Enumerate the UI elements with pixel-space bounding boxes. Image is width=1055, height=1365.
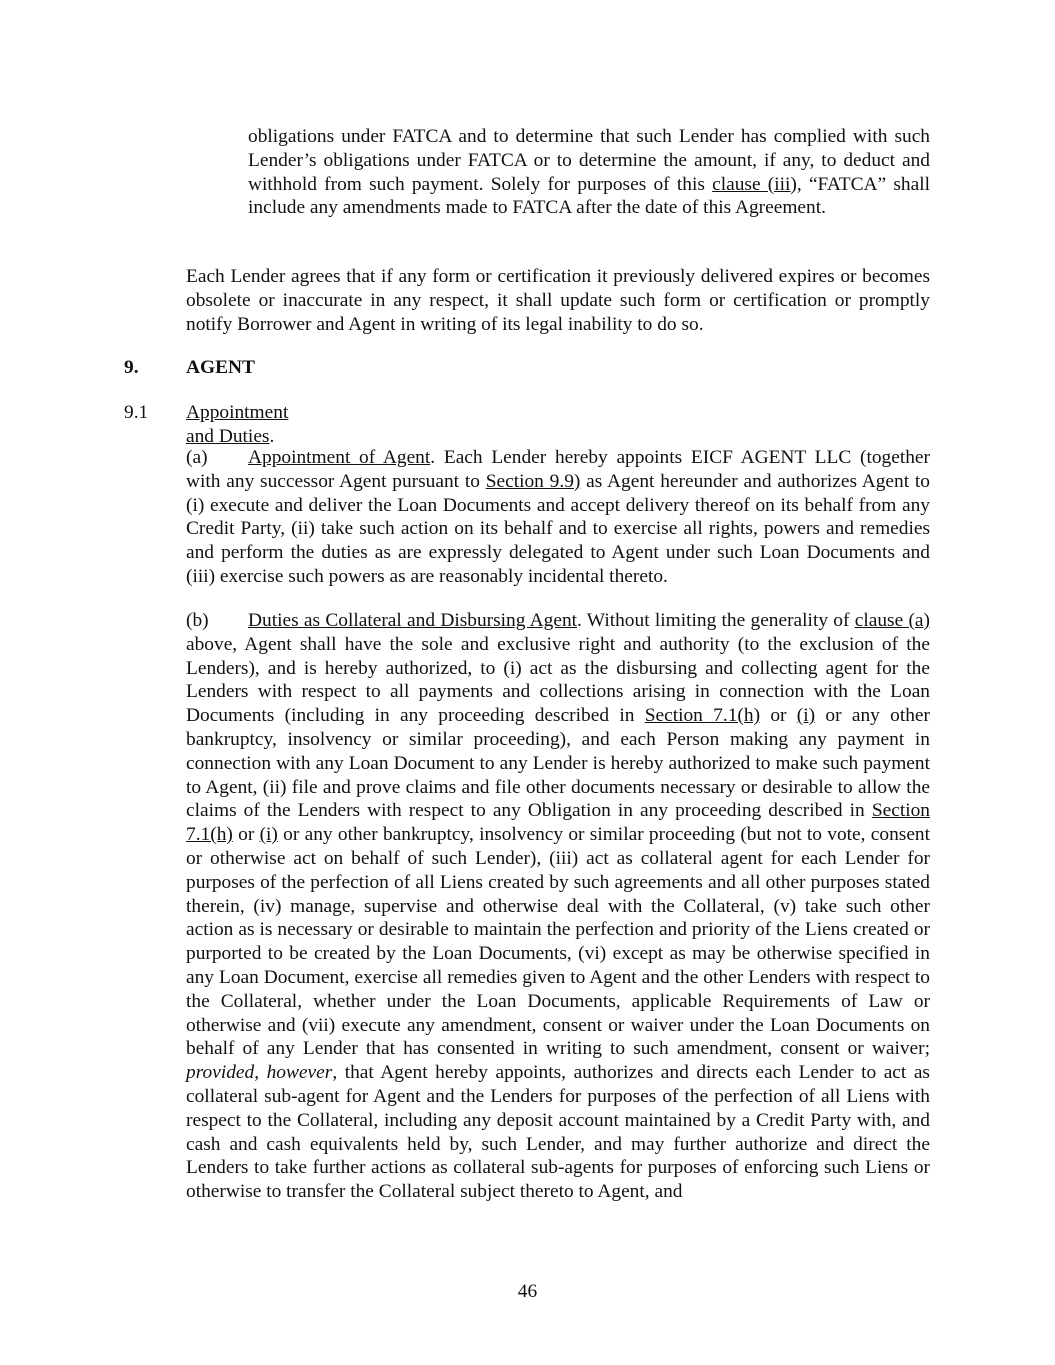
clause-b-text-2: above, Agent shall have the sole and exclusive right and authority (to the exclusion of the Lenders), and is hereby authorized, to (i) act as the disbursing and collecting agent for the Lenders with respect to all payments and collections arising in connection with the Loan Documents (including in any proceeding described in xyxy=(186,633,930,727)
fatca-paragraph xyxy=(248,125,930,220)
section-9-1-title: Appointment and Duties xyxy=(186,402,289,447)
clause-b-text-5: or xyxy=(232,824,260,846)
section-9-1-period: . xyxy=(269,425,275,447)
clause-iii-reference: clause (iii), xyxy=(712,173,802,195)
clause-a-reference: clause (a) xyxy=(854,610,930,631)
clause-b-text-3: or xyxy=(760,705,797,727)
section-9-9-reference: Section 9.9) xyxy=(485,470,581,492)
clause-a-label: (a) xyxy=(186,447,208,468)
lender-update-paragraph: Each Lender agrees that if any form or certification it previously delivered expires or becomes obsolete or inaccurate in any respect, it shall update such form or certification or promptly notify Borrower and Agent in writing of its legal inability to do so. xyxy=(186,266,930,335)
clause-i-reference-2: (i) xyxy=(259,824,278,846)
clause-b-text-1: . Without limiting the generality of xyxy=(577,610,855,631)
section-7-1-h-reference: Section 7.1(h) xyxy=(644,705,761,727)
section-9-title: AGENT xyxy=(186,357,255,378)
clause-b-text-8: , that Agent hereby appoints, authorizes and directs each Lender to act as collateral sub-agent for Agent and the Lenders for purposes of the perfection of all Liens with respect to the Collateral, including any deposit account maintained by a Credit Party with, and cash and cash equivalents held by, such Lender, and may further authorize and direct the Lenders to take further actions as collateral sub-agents for purposes of enforcing such Liens or otherwise to transfer the Collateral subject thereto to Agent, and xyxy=(186,1062,930,1203)
clause-a-heading: Appointment of Agent xyxy=(248,447,431,468)
clause-a-text-2: as Agent hereunder and authorizes Agent to (i) execute and deliver the Loan Documents and accept delivery thereof on its behalf from any Credit Party, (ii) take such action on its behalf and to exercise all rights, powers and remedies and perform the duties as are expressly delegated to Agent under such Loan Documents and (iii) exercise such powers as are reasonably incidental thereto. xyxy=(186,470,930,587)
fatca-text-2: “FATCA” shall include any amendments made to FATCA after the date of this Agreement. xyxy=(248,173,930,219)
clause-a-text-1: . Each Lender hereby appoints EICF AGENT LLC (together with any successor Agent pursuant to xyxy=(186,447,930,492)
clause-b-heading: Duties as Collateral and Disbursing Agent xyxy=(248,610,578,631)
clause-i-reference: (i) xyxy=(796,705,816,727)
section-7-1-h-reference-2: Section 7.1(h) xyxy=(186,800,930,846)
clause-b-label: (b) xyxy=(186,610,209,631)
section-9-number: 9. xyxy=(124,357,139,378)
section-9-1-title-wrap xyxy=(186,401,288,449)
provided-italic: provided xyxy=(186,1062,255,1084)
clause-b-text-4: or any other bankruptcy, insolvency or similar proceeding), and each Person making any payment in connection with any Loan Document to any Lender is hereby authorized to make such payment to Agent, (ii) file and prove claims and file other documents necessary or desirable to allow the claims of the Lenders with respect to any Obligation in any proceeding described in xyxy=(186,705,930,822)
clause-b-text-7: , xyxy=(254,1062,267,1084)
fatca-text-1: obligations under FATCA and to determine that such Lender has complied with such Lender’s obligations under FATCA or to determine the amount, if any, to deduct and withhold from such payment. Solely for purposes of this xyxy=(248,126,930,195)
page-number: 46 xyxy=(517,1281,538,1302)
clause-b-paragraph xyxy=(186,609,930,1204)
section-9-1-number: 9.1 xyxy=(124,402,149,423)
however-italic: however xyxy=(266,1062,333,1084)
clause-a-paragraph xyxy=(186,446,930,589)
clause-b-text-6: or any other bankruptcy, insolvency or similar proceeding (but not to vote, consent or otherwise act on behalf of such Lender), (iii) act as collateral agent for each Lender for purposes of the perfection of all Liens created by such agreements and all other purposes stated therein, (iv) manage, supervise and otherwise deal with the Collateral, (v) take such other action as is necessary or desirable to maintain the perfection and priority of the Liens created or purported to be created by the Loan Documents, (vi) except as may be otherwise specified in any Loan Document, exercise all remedies given to Agent and the other Lenders with respect to the Collateral, whether under the Loan Documents, applicable Requirements of Law or otherwise and (vii) execute any amendment, consent or waiver under the Loan Documents on behalf of any Lender that has consented in writing to such amendment, consent or waiver; xyxy=(186,824,931,1060)
